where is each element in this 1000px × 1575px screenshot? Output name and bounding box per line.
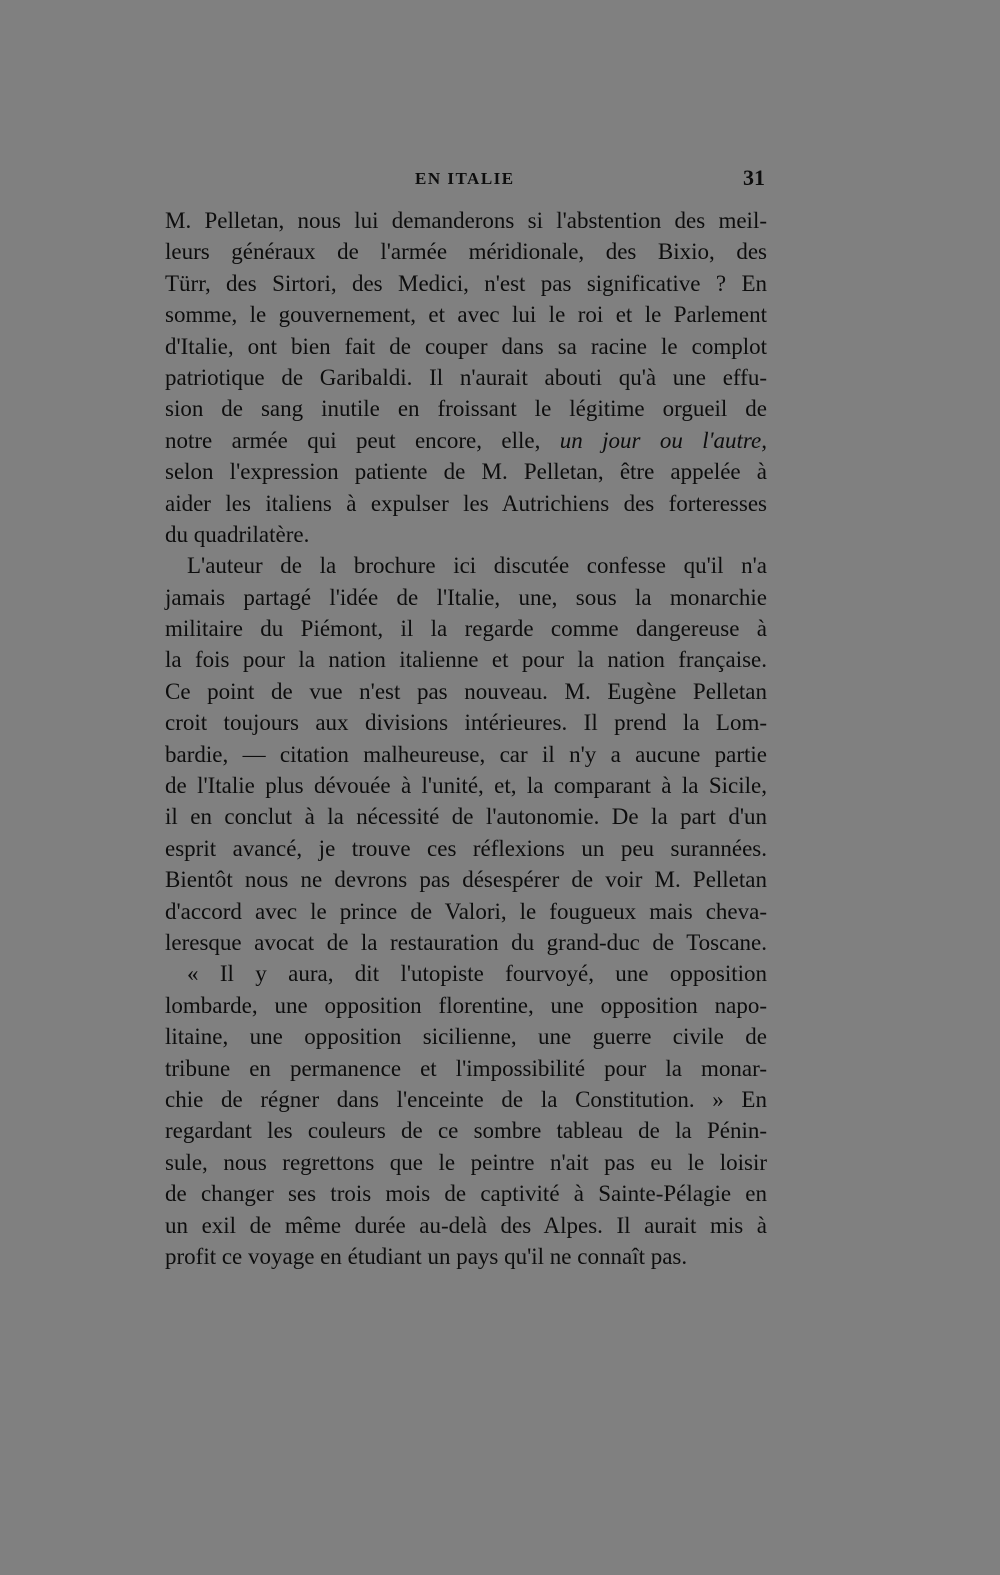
text-line: d'accord avec le prince de Valori, le fougueux mais cheva-	[165, 898, 767, 924]
text-line: « Il y aura, dit l'utopiste fourvoyé, une opposition	[187, 961, 767, 987]
text-line: Bientôt nous ne devrons pas désespérer de voir M. Pelletan	[165, 867, 767, 893]
text-line: leurs généraux de l'armée méridionale, des Bixio, des	[165, 239, 767, 265]
page-number: 31	[743, 165, 765, 190]
text-line: de l'Italie plus dévouée à l'unité, et, la comparant à la Sicile,	[165, 773, 767, 799]
text-line: patriotique de Garibaldi. Il n'aurait abouti qu'à une effu-	[165, 364, 767, 390]
text-line: esprit avancé, je trouve ces réflexions un peu surannées.	[165, 835, 767, 861]
text-line: chie de régner dans l'enceinte de la Constitution. » En	[165, 1086, 767, 1112]
text-line: Türr, des Sirtori, des Medici, n'est pas significative ? En	[165, 270, 767, 296]
text-line: profit ce voyage en étudiant un pays qu'il ne connaît pas.	[165, 1243, 688, 1269]
text-line: litaine, une opposition sicilienne, une guerre civile de	[165, 1024, 767, 1050]
text-line: M. Pelletan, nous lui demanderons si l'abstention des meil-	[165, 208, 767, 233]
paragraph	[165, 205, 767, 550]
text-line: selon l'expression patiente de M. Pelletan, être appelée à	[165, 459, 767, 485]
text-line: tribune en permanence et l'impossibilité pour la monar-	[165, 1055, 767, 1081]
text-line: lombarde, une opposition florentine, une opposition napo-	[165, 992, 767, 1018]
italic-phrase: un jour ou l'autre,	[559, 427, 767, 453]
text-line	[165, 425, 767, 456]
text-line: sion de sang inutile en froissant le légitime orgueil de	[165, 396, 767, 422]
paragraph	[165, 958, 767, 1272]
text-line: de changer ses trois mois de captivité à Sainte-Pélagie en	[165, 1181, 767, 1207]
paragraph	[165, 550, 767, 958]
text-line: aider les italiens à expulser les Autrichiens des forteresses	[165, 490, 767, 516]
text-line: somme, le gouvernement, et avec lui le roi et le Parlement	[165, 302, 767, 328]
text-line-start: notre armée qui peut encore, elle,	[165, 427, 541, 453]
text-line: la fois pour la nation italienne et pour la nation française.	[165, 647, 767, 673]
text-line: militaire du Piémont, il la regarde comme dangereuse à	[165, 616, 767, 642]
text-line: L'auteur de la brochure ici discutée confesse qu'il n'a	[187, 553, 767, 579]
text-line: Ce point de vue n'est pas nouveau. M. Eugène Pelletan	[165, 678, 767, 704]
text-line: jamais partagé l'idée de l'Italie, une, sous la monarchie	[165, 584, 767, 610]
text-line: bardie, — citation malheureuse, car il n'y a aucune partie	[165, 741, 767, 767]
text-line: leresque avocat de la restauration du grand-duc de Toscane.	[165, 929, 767, 955]
body-text	[165, 205, 767, 1272]
text-line: croit toujours aux divisions intérieures. Il prend la Lom-	[165, 710, 767, 736]
text-line: sule, nous regrettons que le peintre n'ait pas eu le loisir	[165, 1149, 767, 1175]
text-line: du quadrilatère.	[165, 521, 310, 547]
running-title: EN ITALIE	[415, 169, 515, 188]
text-line: d'Italie, ont bien fait de couper dans sa racine le complot	[165, 333, 767, 359]
text-line: regardant les couleurs de ce sombre tableau de la Pénin-	[165, 1118, 767, 1144]
text-line: un exil de même durée au-delà des Alpes. Il aurait mis à	[165, 1212, 767, 1238]
running-head	[165, 165, 765, 195]
text-line: il en conclut à la nécessité de l'autonomie. De la part d'un	[165, 804, 767, 830]
